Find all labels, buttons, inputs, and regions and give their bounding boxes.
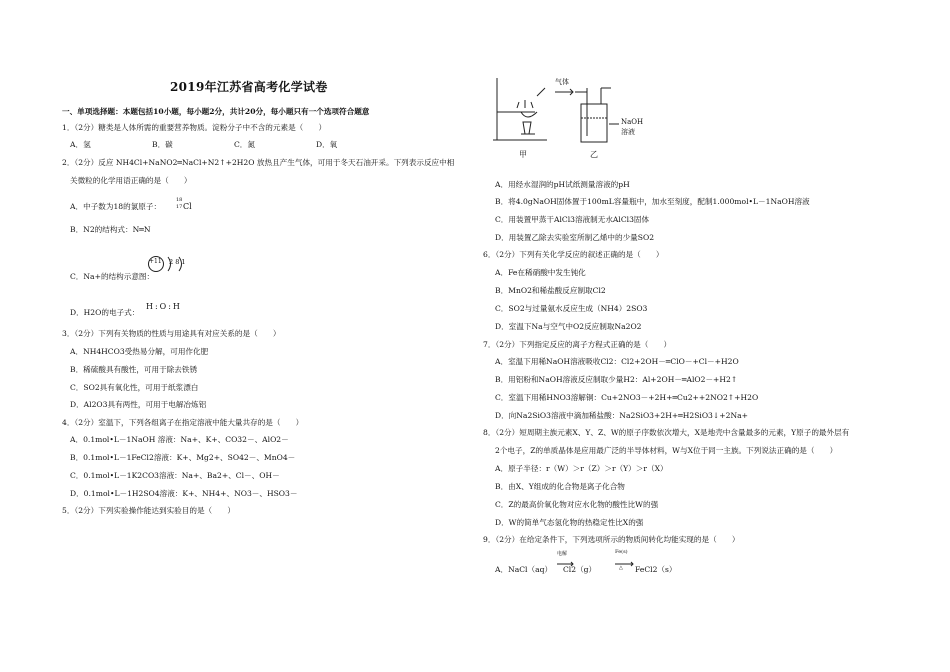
q5-option-a: A．用经水湿润的pH试纸测量溶液的pH bbox=[495, 180, 630, 189]
q4-option-b: B．0.1mol•L－1FeCl2溶液：K+、Mg2+、SO42－、MnO4－ bbox=[70, 453, 296, 462]
q1-option-d: D．氧 bbox=[316, 140, 338, 149]
q8-option-a: A．原子半径：r（W）＞r（Z）＞r（Y）＞r（X） bbox=[495, 464, 668, 473]
q6-stem: 6．（2分）下列有关化学反应的叙述正确的是（ ） bbox=[483, 250, 664, 259]
reaction-arrow-2 bbox=[613, 552, 637, 572]
q6-option-d: D．室温下Na与空气中O2反应制取Na2O2 bbox=[495, 322, 642, 331]
q1-option-c: C．氮 bbox=[234, 140, 255, 149]
q2-stem-line2: 关微粒的化学用语正确的是（ ） bbox=[70, 176, 192, 185]
q7-option-d: D．向Na2SiO3溶液中滴加稀盐酸：Na2SiO3+2H+═H2SiO3↓+2Na+ bbox=[495, 411, 748, 420]
q5-option-d: D．用装置乙除去实验室所制乙烯中的少量SO2 bbox=[495, 233, 655, 242]
naoh-label: NaOH bbox=[621, 118, 644, 126]
q3-option-b: B．稀硫酸具有酸性，可用于除去铁锈 bbox=[70, 365, 198, 374]
q3-option-d: D．Al2O3具有两性，可用于电解冶炼铝 bbox=[70, 400, 207, 409]
q1-option-a: A．氢 bbox=[70, 140, 91, 149]
q9-option-a-reactant: A．NaCl（aq） bbox=[495, 565, 553, 574]
q1-option-b: B．碳 bbox=[152, 140, 173, 149]
q9-option-a-product: FeCl2（s） bbox=[635, 565, 677, 574]
q6-option-b: B．MnO2和稀盐酸反应制取Cl2 bbox=[495, 286, 606, 295]
q5-option-b: B．将4.0gNaOH固体置于100mL容量瓶中，加水至刻度，配制1.000mol•L－1NaOH溶液 bbox=[495, 197, 810, 206]
q2-option-b: B．N2的结构式：N═N bbox=[70, 225, 151, 234]
solution-label: 溶液 bbox=[621, 128, 635, 136]
q1-stem: 1．（2分）糖类是人体所需的重要营养物质。淀粉分子中不含的元素是（ ） bbox=[62, 123, 327, 132]
nucleus-charge: +11 bbox=[149, 258, 162, 265]
q6-option-a: A．Fe在稀硝酸中发生钝化 bbox=[495, 268, 586, 277]
page-title: 2019年江苏省高考化学试卷 bbox=[170, 80, 328, 94]
q4-option-c: C．0.1mol•L－1K2CO3溶液：Na+、Ba2+、Cl－、OH－ bbox=[70, 471, 280, 480]
q2-stem-line1: 2．（2分）反应 NH4Cl+NaNO2═NaCl+N2↑+2H2O 放热且产生气体，可用于冬天石油开采。下列表示反应中相 bbox=[62, 158, 455, 167]
q2-option-a: A．中子数为18的氯原子： bbox=[70, 202, 162, 211]
q7-option-a: A．室温下用稀NaOH溶液吸收Cl2：Cl2+2OH－═ClO－+Cl－+H2O bbox=[495, 357, 739, 366]
q2-option-c: C．Na+的结构示意图： bbox=[70, 272, 155, 281]
q8-stem-line1: 8．（2分）短周期主族元素X、Y、Z、W的原子序数依次增大，X是地壳中含量最多的元素，Y原子的最外层有 bbox=[483, 428, 850, 437]
q4-option-a: A．0.1mol•L－1NaOH 溶液：Na+、K+、CO32－、AlO2－ bbox=[70, 435, 289, 444]
q7-option-b: B．用铝粉和NaOH溶液反应制取少量H2：Al+2OH－═AlO2－+H2↑ bbox=[495, 375, 738, 384]
apparatus-jia-label: 甲 bbox=[519, 150, 527, 159]
section-heading: 一、单项选择题：本题包括10小题，每小题2分，共计20分，每小题只有一个选项符合题意 bbox=[62, 107, 370, 116]
water-electron-formula: H:O:H bbox=[146, 302, 182, 311]
q7-stem: 7．（2分）下列指定反应的离子方程式正确的是（ ） bbox=[483, 340, 672, 349]
q9-option-a-intermediate: Cl2（g） bbox=[563, 565, 597, 574]
q9-stem: 9．（2分）在给定条件下，下列选项所示的物质间转化均能实现的是（ ） bbox=[483, 535, 740, 544]
q7-option-c: C．室温下用稀HNO3溶解铜：Cu+2NO3－+2H+═Cu2++2NO2↑+H2O bbox=[495, 393, 759, 402]
gas-label: 气体 bbox=[555, 78, 569, 86]
q6-option-c: C．SO2与过量氨水反应生成（NH4）2SO3 bbox=[495, 304, 648, 313]
apparatus-yi-label: 乙 bbox=[590, 150, 598, 159]
q4-option-d: D．0.1mol•L－1H2SO4溶液：K+、NH4+、NO3－、HSO3－ bbox=[70, 489, 298, 498]
q5-stem: 5．（2分）下列实验操作能达到实验目的是（ ） bbox=[62, 506, 235, 515]
q5-option-c: C．用装置甲蒸干AlCl3溶液制无水AlCl3固体 bbox=[495, 215, 650, 224]
apparatus-figure bbox=[495, 74, 655, 164]
electron-shells: 2 8 1 bbox=[169, 258, 186, 266]
q2-option-d: D．H2O的电子式： bbox=[70, 308, 140, 317]
q8-option-d: D．W的简单气态氢化物的热稳定性比X的强 bbox=[495, 518, 644, 527]
q4-stem: 4．（2分）室温下，下列各组离子在指定溶液中能大量共存的是（ ） bbox=[62, 418, 304, 427]
sodium-ion-structure-diagram bbox=[146, 253, 216, 277]
q3-option-c: C．SO2具有氧化性，可用于纸浆漂白 bbox=[70, 383, 199, 392]
q3-option-a: A．NH4HCO3受热易分解，可用作化肥 bbox=[70, 347, 209, 356]
q8-option-b: B．由X、Y组成的化合物是离子化合物 bbox=[495, 482, 625, 491]
q8-option-c: C．Z的最高价氧化物对应水化物的酸性比W的强 bbox=[495, 500, 659, 509]
q3-stem: 3．（2分）下列有关物质的性质与用途具有对应关系的是（ ） bbox=[62, 329, 281, 338]
q8-stem-line2: 2个电子，Z的单质晶体是应用最广泛的半导体材料，W与X位于同一主族。下列说法正确的是（ ） bbox=[495, 446, 838, 455]
